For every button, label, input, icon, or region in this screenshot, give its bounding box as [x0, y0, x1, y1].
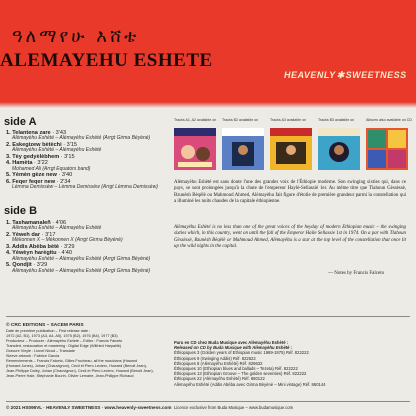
cd-heading-fr: Paru en CD chez Buda Musique avec Alèmayèhu Eshèté : — [174, 340, 289, 345]
track-item: 6. Feqer feqer new · 2'34 Lèmma Demissèw – Lèmma Demissèw (Arrgt Lèmma Demissèw) — [6, 178, 158, 191]
track-item: 2. Yèweh dar · 3'17 Mèkonnen X – Mèkonnen X (Arrgt Girma Bèyènè) — [6, 232, 123, 244]
artist-name: ALEMAYEHU ESHETE — [0, 50, 213, 71]
footer-licence: Licence exclusive from Buda Musique – www.budamusique.com — [174, 405, 294, 410]
thumb-caption: Tracks B3 available on — [318, 118, 355, 122]
side-a-title: side A — [4, 116, 37, 128]
related-albums-strip — [170, 118, 414, 174]
amharic-artist-name: ዓለማየሁ እሸቴ — [12, 26, 140, 47]
credit-line: Transfert, restauration et mastering : Digital Edge (Wilfried Harpaillé) — [6, 344, 122, 348]
thumb-caption: Tracks B2 available on — [222, 118, 259, 122]
thumb-caption: Tracks A1, A2 available on — [174, 118, 217, 122]
logo-left-text: HEAVENLY — [284, 70, 336, 80]
album-thumbnail — [318, 128, 360, 170]
cd-line: Éthiopiques 13 (Ethiopian Groove – The golden seventies) Réf. 822222 — [174, 371, 307, 377]
credit-line: Gravure Vinyle : Lionel Nicod – Translate — [6, 349, 75, 353]
album-thumbnail — [270, 128, 312, 170]
star-icon: ✱ — [336, 70, 345, 80]
footer-copyright: © 2021 HS095VL · HEAVENLY SWEETNESS · www.heavenly-sweetness.com — [6, 405, 172, 410]
cd-line: Éthiopiques 10 (Ethiopian blues and ballads – Tezeta) Réf. 822222 — [174, 366, 298, 372]
side-a-tracklist — [6, 130, 156, 191]
credit-line: Jean-Pierre Haie, Stéphanie Bourin, Olivier Lemaire, Jean-Philippe Richaud — [6, 374, 134, 378]
copyright-line: © CRC EDITIONS – SACEM PARIS — [6, 323, 84, 328]
credit-line: (Howard Jones), Johan (Chauvignon), Cecil et Piero Leclerc, Howard (Benoit Jean), — [6, 364, 147, 368]
credit-line: Remerciements – Francis Falceto, Gilles Frucheau, all the musicians (Howard — [6, 359, 138, 363]
credit-line: Jean-Philippe Doléy, Johan (Chauvignon), Cecil et Piero Leclerc, Howard (Benoit Jean), — [6, 369, 154, 373]
cd-releases-list — [174, 340, 406, 387]
credit-line: 1972 (A2, B1), 1973 (A3, A4, A5), 1975 (B2), 1976 (B4), 1977 (B3) — [6, 334, 118, 338]
track-item: 3. Tèy gedyèlèbhem · 3'15 — [6, 154, 75, 160]
track-item: 4. Yèwèyn harègitu · 4'40 Alèmayèhu Eshèté – Alèmayèhu Eshèté (Arrgt Girma Bèyènè) — [6, 250, 151, 262]
liner-notes-english: Alèmayèhu Eshèté is no less than one of the great voices of the heyday of modern Ethiopian music – the swinging sixties which, in this country, went on until the fall of the Emperor Haile Sellassie 1st in 1974. On a par with Tlahoun Gèssèssè, Bzunèsh Bèqèlè or Mahmoud Ahmed, Alèmayèhu is a star at the top level of the constellation that once lit up the wild nights in the capital. — [174, 225, 406, 249]
album-thumbnail — [366, 128, 408, 170]
cd-line: Alèmayèhu Eshèté (Addis Abèba avec Girma Bèyènè – Mini vintage) Réf. 860144 — [174, 381, 326, 387]
thumb-caption: Albums also available on CD — [366, 118, 412, 122]
heavenly-sweetness-logo — [284, 70, 407, 81]
divider — [6, 401, 410, 402]
cd-line: Éthiopiques 3 (Golden years of Ethiopian music 1969-1975) Réf. 822222 — [174, 350, 309, 356]
track-item: 1. Telantena zare · 3'43 Alèmayèhu Eshèté – Alèmayèhu Eshèté (Arrgt Girma Bèyènè) — [6, 130, 151, 142]
cd-line: Éthiopiques 9 (Swinging Addis) Réf. 822622 — [174, 355, 256, 361]
track-item: 4. Hamèta · 3'22 Mohamed Ali (Arrgt Equators band) — [6, 160, 91, 172]
album-thumbnail — [174, 128, 216, 170]
divider — [6, 316, 410, 317]
credit-line: Producteur – Producer : Alèmayèhu Eshèté – Editor : Francis Falceto — [6, 339, 123, 343]
credit-line: Date de première publication – First release date : — [6, 329, 91, 333]
notes-credit: — Notes by Francis Falceto — [328, 271, 385, 276]
cd-line: Éthiopiques 22 (Alèmayèhu Eshèté) Réf. 860122 — [174, 376, 265, 382]
track-item: 1. Tashamanaleñ · 4'06 Alèmayèhu Eshèté – Alèmayèhu Eshèté — [6, 220, 102, 232]
track-item: 5. Yèmèn gèze new · 3'40 — [6, 172, 73, 179]
liner-notes-french: Alèmayèhu Eshèté est sans doute l'une des grandes voix de l'Éthiopie moderne. Son swinging sixties qui, dans ce pays, se sont prolongées jusqu'à la chute de l'empereur Haylè-Sellassié 1er. Au même titre que Tlahoun Gèssèssè, Bzunèsh Bèqèlè ou Mahmoud Ahmed, Alèmayèhu fait figure d'étoile de première grandeur parmi la constellation qui a illuminé les nuits chaudes de la capitale éthiopienne. — [174, 180, 406, 204]
credit-line: Sleeve artwork : Fabrice Garcia — [6, 354, 60, 358]
cd-line: Éthiopiques 8 (Alèmayèhu Eshèté) Réf. 829632 — [174, 360, 263, 366]
thumb-caption: Tracks A3 available on — [270, 118, 307, 122]
logo-right-text: SWEETNESS — [345, 70, 407, 80]
side-b-title: side B — [4, 205, 38, 217]
cd-heading-en: Released on CD by Buda Musique with Alèmayèhu Eshèté : — [174, 345, 293, 351]
release-credits — [6, 323, 166, 379]
album-thumbnail — [222, 128, 264, 170]
side-b-tracklist — [6, 220, 156, 274]
track-item: 2. Eskegizew bètèchi · 3'15 Alèmayèhu Eshèté – Alèmayèhu Eshèté — [6, 142, 102, 154]
track-item: 3. Addis Abèba bètè · 3'29 — [6, 244, 75, 250]
track-item: 5. Qondjit · 3'29 Alèmayèhu Eshèté – Alèmayèhu Eshèté (Arrgt Girma Bèyènè) — [6, 262, 151, 274]
